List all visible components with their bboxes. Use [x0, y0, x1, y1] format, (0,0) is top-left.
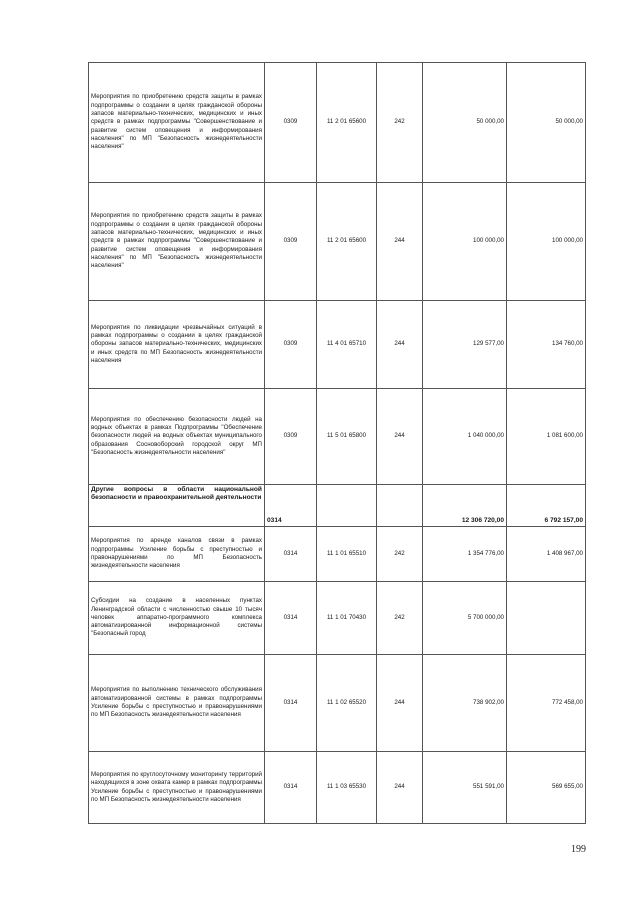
row-name: Субсидии на создание в населенных пунктах Ленинградской области с численностью свыше 10 тысяч человек аппаратно-программного комплекса автоматизированной информационной системы "Безопасный город — [89, 582, 265, 655]
row-expense-type: 244 — [377, 301, 423, 389]
row-expense-type: 244 — [377, 752, 423, 824]
row-name: Другие вопросы в области национальной безопасности и правоохранительной деятельности — [89, 485, 265, 527]
row-sum-year2: 50 000,00 — [507, 63, 586, 183]
row-expense-type — [377, 485, 423, 527]
table-row — [89, 183, 586, 301]
row-name: Мероприятия по выполнению технического обслуживания автоматизированной системы в рамках подпрограммы Усиление борьбы с преступностью и правонарушениями по МП Безопасность жизнедеятельности населения — [89, 655, 265, 752]
row-section-code: 0309 — [265, 301, 317, 389]
row-section-code: 0309 — [265, 389, 317, 485]
row-target-article — [317, 485, 377, 527]
row-name: Мероприятия по ликвидации чрезвычайных ситуаций в рамках подпрограммы о создании в целях гражданской обороны запасов материально-технических, медицинских и иных средств по МП Безопасность жизнедеятельности населения — [89, 301, 265, 389]
row-sum-year2: 6 792 157,00 — [507, 485, 586, 527]
table-row — [89, 752, 586, 824]
row-expense-type: 244 — [377, 183, 423, 301]
table-row — [89, 655, 586, 752]
budget-table — [88, 62, 586, 824]
row-target-article: 11 1 01 70430 — [317, 582, 377, 655]
row-target-article: 11 2 01 65600 — [317, 183, 377, 301]
row-section-code: 0314 — [265, 527, 317, 582]
table-row-subtotal — [89, 485, 586, 527]
row-sum-year1: 100 000,00 — [423, 183, 507, 301]
row-target-article: 11 1 01 65510 — [317, 527, 377, 582]
row-name: Мероприятия по обеспечению безопасности людей на водных объектах в рамках Подпрограммы "Обеспечение безопасности людей на водных объектах муниципального образования Сосновоборский городской округ МП "Безопасность жизнедеятельности населения" — [89, 389, 265, 485]
row-target-article: 11 1 02 65520 — [317, 655, 377, 752]
row-expense-type: 242 — [377, 63, 423, 183]
row-expense-type: 244 — [377, 655, 423, 752]
table-row — [89, 389, 586, 485]
row-expense-type: 242 — [377, 582, 423, 655]
row-sum-year1: 738 902,00 — [423, 655, 507, 752]
row-sum-year1: 551 591,00 — [423, 752, 507, 824]
table-row — [89, 582, 586, 655]
row-section-code: 0314 — [265, 752, 317, 824]
row-sum-year2: 569 655,00 — [507, 752, 586, 824]
row-name: Мероприятия по приобретению средств защиты в рамках подпрограммы о создании в целях гражданской обороны запасов материально-технических, медицинских и иных средств в рамках подпрограммы "Совершенствование и развитие систем оповещения и информирования населения" по МП "Безопасность жизнедеятельности населения" — [89, 183, 265, 301]
page-number: 199 — [571, 844, 586, 855]
row-name: Мероприятия по круглосуточному мониторингу территорий находящихся в зоне охвата камер в рамках подпрограммы Усиление борьбы с преступностью и правонарушениями по МП Безопасность жизнедеятельности населения — [89, 752, 265, 824]
row-name: Мероприятия по приобретению средств защиты в рамках подпрограммы о создании в целях гражданской обороны запасов материально-технических, медицинских и иных средств в рамках подпрограммы "Совершенствование и развитие систем оповещения и информирования населения" по МП "Безопасность жизнедеятельности населения" — [89, 63, 265, 183]
row-expense-type: 244 — [377, 389, 423, 485]
row-section-code: 0309 — [265, 183, 317, 301]
row-section-code: 0314 — [265, 485, 317, 527]
row-sum-year1: 1 040 000,00 — [423, 389, 507, 485]
row-sum-year2: 772 458,00 — [507, 655, 586, 752]
row-sum-year2: 1 408 967,00 — [507, 527, 586, 582]
row-sum-year1: 5 700 000,00 — [423, 582, 507, 655]
row-section-code: 0309 — [265, 63, 317, 183]
row-sum-year1: 129 577,00 — [423, 301, 507, 389]
row-expense-type: 242 — [377, 527, 423, 582]
row-sum-year1: 50 000,00 — [423, 63, 507, 183]
table-row — [89, 301, 586, 389]
row-target-article: 11 5 01 65800 — [317, 389, 377, 485]
row-section-code: 0314 — [265, 582, 317, 655]
row-sum-year2 — [507, 582, 586, 655]
row-name: Мероприятия по аренде каналов связи в рамках подпрограммы Усиление борьбы с преступностью и правонарушениями по МП Безопасность жизнедеятельности населения — [89, 527, 265, 582]
row-sum-year1: 12 306 720,00 — [423, 485, 507, 527]
row-sum-year1: 1 354 776,00 — [423, 527, 507, 582]
row-sum-year2: 100 000,00 — [507, 183, 586, 301]
row-target-article: 11 1 03 65530 — [317, 752, 377, 824]
row-sum-year2: 134 760,00 — [507, 301, 586, 389]
row-target-article: 11 4 01 65710 — [317, 301, 377, 389]
row-target-article: 11 2 01 65600 — [317, 63, 377, 183]
table-row — [89, 63, 586, 183]
row-section-code: 0314 — [265, 655, 317, 752]
row-sum-year2: 1 081 600,00 — [507, 389, 586, 485]
table-row — [89, 527, 586, 582]
